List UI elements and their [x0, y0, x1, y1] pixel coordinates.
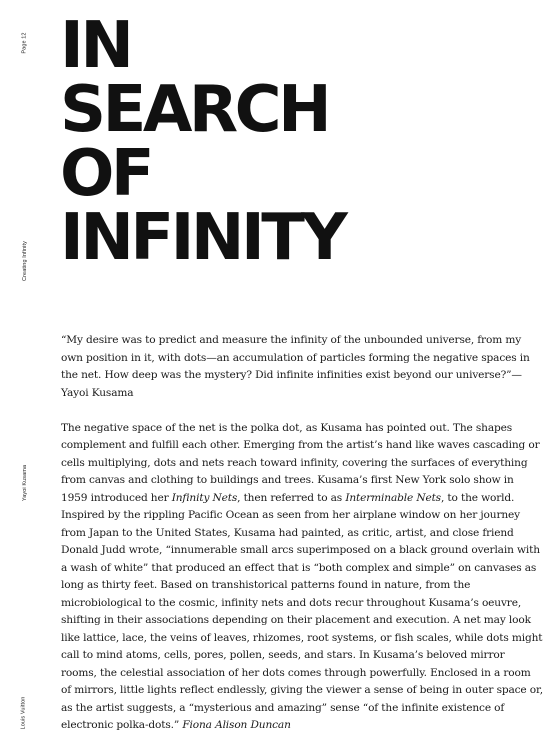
body-text-part: , to the world. Inspired by the rippling Pacific Ocean as seen from her airplane window on her journey from Japan to the United States, Kusama had painted, as critic, artist, and close friend Donald Judd wrote, “innumerable small arcs superimposed on a black ground overlain with a wash of white” that produced an effect that is “both complex and simple” on canvases as long as thirty feet. Based on transhistorical patterns found in nature, from the microbiological to the cosmic, infinity nets and dots recur throughout Kusama’s oeuvre, shifting in their associations depending on their placement and execution. A net may look like lattice, lace, the veins of leaves, rhizomes, root systems, or fish scales, while dots might call to mind atoms, cells, pores, pollen, seeds, and stars. In Kusama’s beloved mirror rooms, the celestial association of her dots comes through powerfully. Enclosed in a room of mirrors, little lights reflect endlessly, giving the viewer a sense of being in outer space or, as the artist suggests, a “mysterious and amazing” sense “of the infinite existence of electronic polka-dots.”: [61, 491, 543, 731]
artwork-title-infinity-nets: Infinity Nets: [171, 491, 238, 504]
title-line: IN: [60, 9, 131, 83]
artist-label: Yayoi Kusama: [22, 464, 29, 502]
title-line: INFINITY: [60, 201, 345, 275]
title-line: OF: [60, 137, 152, 211]
title-line: SEARCH: [60, 73, 329, 147]
author-credit: Fiona Alison Duncan: [182, 719, 291, 731]
body-text-part: The negative space of the net is the polka dot, as Kusama has pointed out. The shapes complement and fulfill each other. Emerging from the artist’s hand like waves cascading or cells multiplying, dots and nets reach toward infinity, covering the surfaces of everything from canvas and clothing to buildings and trees. Kusama’s first New York solo show in 1959 introduced her: [61, 421, 540, 504]
publisher-label: Louis Vuitton: [20, 696, 27, 730]
body-text-part: , then referred to as: [237, 491, 346, 504]
article-body: [61, 332, 543, 752]
section-label: Creating Infinity: [21, 241, 28, 281]
body-paragraph: [61, 420, 543, 735]
kusama-quote: “My desire was to predict and measure the infinity of the unbounded universe, from my own position in it, with dots—an accumulation of particles forming the negative spaces in the net. How deep was the mystery? Did infinite infinities exist beyond our universe?”—Yayoi Kusama: [61, 334, 530, 399]
artwork-title-interminable-nets: Interminable Nets: [345, 491, 441, 504]
page-number-label: Page 12: [21, 32, 28, 54]
page-title: [60, 9, 345, 275]
